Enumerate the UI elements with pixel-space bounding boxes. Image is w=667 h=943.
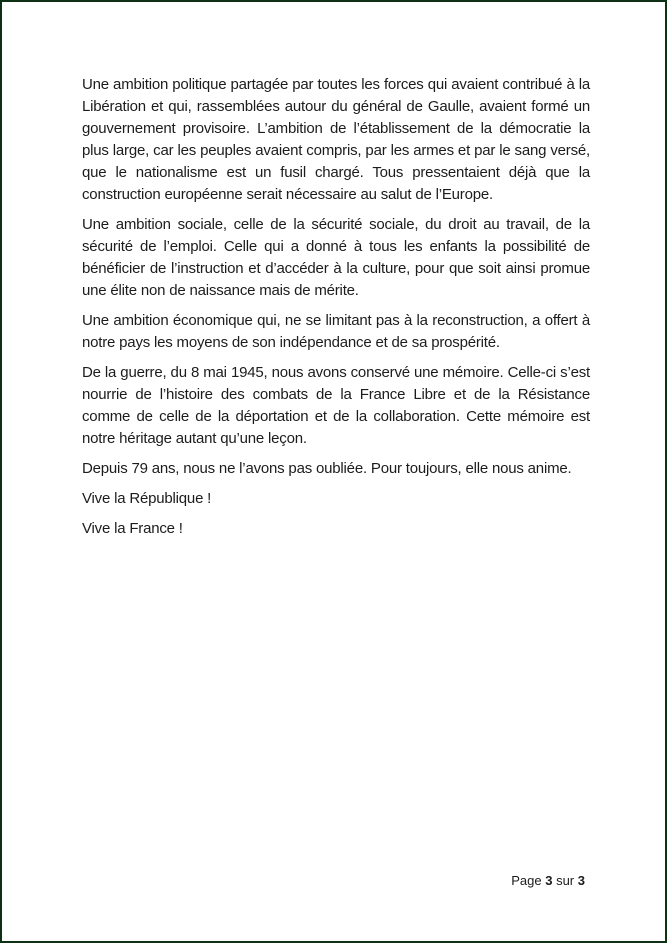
paragraph-social-ambition: Une ambition sociale, celle de la sécurité sociale, du droit au travail, de la sécurité de l’emploi. Celle qui a donné à tous les enfants la possibilité de bénéficier de l’instruction et d’accéder à la culture, pour que soit ainsi promue une élite non de naissance mais de mérite. xyxy=(82,216,590,299)
paragraph-79-years: Depuis 79 ans, nous ne l’avons pas oubliée. Pour toujours, elle nous anime. xyxy=(82,460,572,477)
paragraph-war-memory: De la guerre, du 8 mai 1945, nous avons conservé une mémoire. Celle-ci s’est nourrie de l’histoire des combats de la France Libre et de la Résistance comme de celle de la déportation et de la collaboration. Cette mémoire est notre héritage autant qu’une leçon. xyxy=(82,364,590,447)
document-body xyxy=(82,74,590,548)
page-label: Page xyxy=(511,873,542,888)
paragraph-vive-la-france: Vive la France ! xyxy=(82,520,183,537)
paragraph-political-ambition: Une ambition politique partagée par toutes les forces qui avaient contribué à la Libération et qui, rassemblées autour du général de Gaulle, avaient formé un gouvernement provisoire. L’ambition de l’établissement de la démocratie la plus large, car les peuples avaient compris, par les armes et par le sang versé, que le nationalisme est un fusil chargé. Tous pressentaient déjà que la construction européenne serait nécessaire au salut de l’Europe. xyxy=(82,76,590,203)
total-page-number: 3 xyxy=(577,873,585,888)
page-number-footer xyxy=(511,872,585,890)
paragraph-economic-ambition: Une ambition économique qui, ne se limitant pas à la reconstruction, a offert à notre pays les moyens de son indépendance et de sa prospérité. xyxy=(82,312,590,351)
paragraph-vive-la-republique: Vive la République ! xyxy=(82,490,212,507)
current-page-number: 3 xyxy=(545,873,553,888)
page-separator: sur xyxy=(556,873,575,888)
